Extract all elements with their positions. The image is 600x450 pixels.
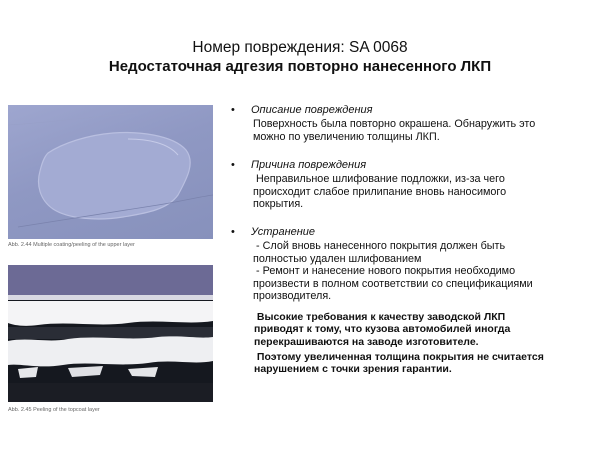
figure-caption-2: Abb. 2.45 Peeling of the topcoat layer xyxy=(8,407,100,413)
text-line: нарушением с точки зрения гарантии. xyxy=(254,363,452,376)
photo-multiple-coating xyxy=(8,105,213,239)
section-text xyxy=(251,173,506,211)
figure-caption-1: Abb. 2.44 Multiple coating/peeling of the upper layer xyxy=(8,242,135,248)
note-paragraph-2 xyxy=(254,351,574,376)
text-line: Поэтому увеличенная толщина покрытия не считается xyxy=(254,350,544,363)
text-line: Поверхность была повторно окрашена. Обнаружить это xyxy=(253,118,536,130)
text-line: перекрашиваются на заводе изготовителе. xyxy=(254,335,479,348)
bullet-icon: • xyxy=(231,104,235,116)
text-line: - Слой вновь нанесенного покрытия должен быть xyxy=(253,240,506,252)
section-text xyxy=(251,118,535,143)
page-title: Номер повреждения: SA 0068 xyxy=(192,39,408,56)
section-text xyxy=(251,240,533,303)
warranty-note xyxy=(254,311,574,375)
text-line: приводят к тому, что кузова автомобилей иногда xyxy=(254,323,511,336)
bullet-icon: • xyxy=(231,159,235,171)
photo-peeling-topcoat-image xyxy=(8,265,213,402)
photo-peeling-topcoat xyxy=(8,265,213,402)
section-description xyxy=(231,104,535,143)
text-line: - Ремонт и нанесение нового покрытия необходимо xyxy=(253,265,516,277)
note-paragraph-1 xyxy=(254,311,574,348)
bullet-icon: • xyxy=(231,226,235,238)
text-line: Высокие требования к качеству заводской ЛКП xyxy=(254,311,506,323)
section-remedy xyxy=(231,226,533,303)
section-title: Описание повреждения xyxy=(251,104,373,116)
section-title: Причина повреждения xyxy=(251,159,367,171)
page-subtitle: Недостаточная адгезия повторно нанесенного ЛКП xyxy=(108,58,492,75)
text-line: Неправильное шлифование подложки, из-за чего xyxy=(253,173,505,185)
text-line: происходит слабое прилипание вновь наносимого xyxy=(253,185,507,198)
text-line: покрытия. xyxy=(253,198,304,210)
section-title: Устранение xyxy=(251,226,316,238)
text-line: можно по увеличению толщины ЛКП. xyxy=(253,130,440,143)
section-cause xyxy=(231,159,506,211)
text-line: произвести в полном соответствии со спецификациями xyxy=(253,277,533,290)
text-line: полностью удален шлифованием xyxy=(253,252,422,265)
photo-multiple-coating-image xyxy=(8,105,213,239)
text-line: производителя. xyxy=(253,290,332,302)
